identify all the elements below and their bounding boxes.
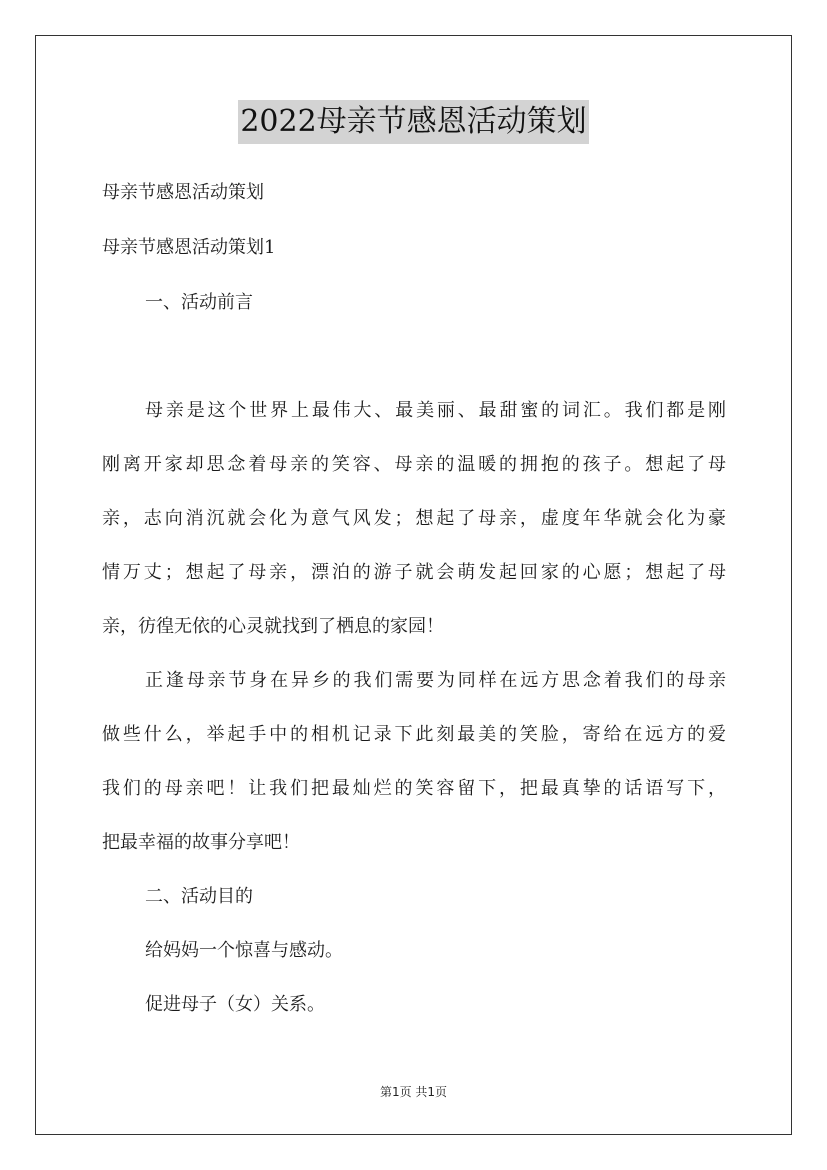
heading-activity-preface: 一、活动前言 [145, 292, 253, 313]
section-title: 母亲节感恩活动策划1 [102, 237, 276, 258]
document-title [0, 100, 827, 144]
paragraph-2-line-4: 把最幸福的故事分享吧！ [102, 832, 300, 853]
paragraph-1-line-5: 亲，彷徨无依的心灵就找到了栖息的家园！ [102, 616, 444, 637]
goal-item-2: 促进母子（女）关系。 [145, 994, 325, 1015]
paragraph-1-line-1: 母亲是这个世界上最伟大、最美丽、最甜蜜的词汇。我们都是刚 [145, 400, 726, 421]
document-subtitle: 母亲节感恩活动策划 [102, 182, 264, 203]
document-title-text: 2022母亲节感恩活动策划 [238, 100, 588, 144]
page-footer [0, 1084, 827, 1100]
paragraph-1-line-4: 情万丈；想起了母亲，漂泊的游子就会萌发起回家的心愿；想起了母 [102, 562, 726, 583]
paragraph-2-line-2: 做些什么，举起手中的相机记录下此刻最美的笑脸，寄给在远方的爱 [102, 724, 726, 745]
goal-item-1: 给妈妈一个惊喜与感动。 [145, 940, 343, 961]
paragraph-1-line-2: 刚离开家却思念着母亲的笑容、母亲的温暖的拥抱的孩子。想起了母 [102, 454, 726, 475]
paragraph-2-line-1: 正逢母亲节身在异乡的我们需要为同样在远方思念着我们的母亲 [145, 670, 726, 691]
page-number: 第1页 共1页 [379, 1085, 448, 1099]
paragraph-1-line-3: 亲，志向消沉就会化为意气风发；想起了母亲，虚度年华就会化为豪 [102, 508, 726, 529]
paragraph-2-line-3: 我们的母亲吧！让我们把最灿烂的笑容留下，把最真挚的话语写下， [102, 778, 726, 799]
heading-activity-purpose: 二、活动目的 [145, 886, 253, 907]
